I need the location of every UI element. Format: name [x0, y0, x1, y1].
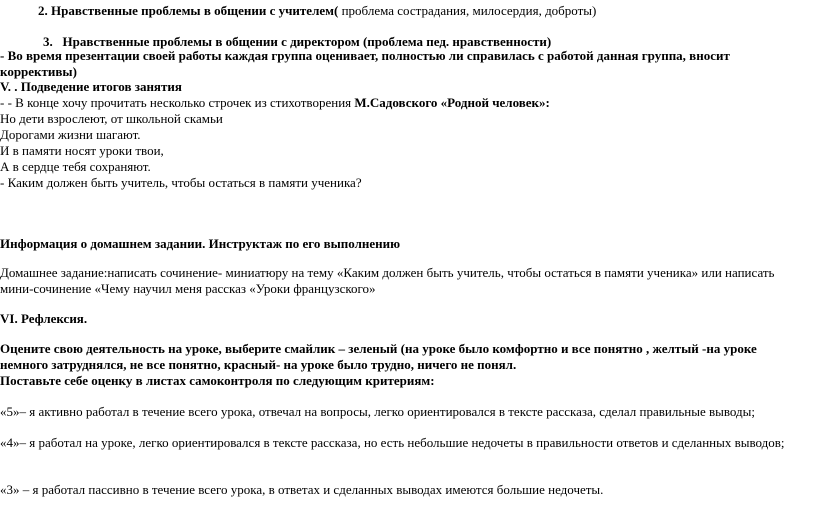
item-2-number: 2. [38, 3, 48, 18]
criterion-4: «4»– я работал на уроке, легко ориентировался в тексте рассказа, но есть небольшие недочеты в правильности ответов и сделанных выводов; [0, 435, 785, 450]
section-6-title: VI. Рефлексия. [0, 311, 88, 326]
self-grade-text: Поставьте себе оценку в листах самоконтроля по следующим критериям: [0, 373, 435, 388]
poem-line: А в сердце тебя сохраняют. [0, 159, 151, 174]
item-2-bold-text: Нравственные проблемы в общении с учителем( [51, 3, 339, 18]
reflection-text: Оцените свою деятельность на уроке, выберите смайлик – зеленый (на уроке было комфортно и все понятно , желтый -на уроке немного затруднялся, не все понятно, красный- на уроке было трудно, ничего не понял. [0, 341, 757, 372]
criterion-5: «5»– я активно работал в течение всего урока, отвечал на вопросы, легко ориентировался в тексте рассказа, сделал правильные выводы; [0, 404, 755, 419]
poem-line: Дорогами жизни шагают. [0, 127, 141, 142]
item-2-normal-text: проблема сострадания, милосердия, доброты) [338, 3, 597, 18]
poem-author: М.Садовского «Родной человек»: [354, 95, 550, 110]
homework-title: Информация о домашнем задании. Инструктаж по его выполнению [0, 236, 401, 251]
presentation-note: - Во время презентации своей работы каждая группа оценивает, полностью ли справилась с работой данная группа, вносит коррективы) [0, 48, 730, 79]
poem-intro-prefix: - - В конце хочу прочитать несколько строчек из стихотворения [0, 95, 355, 110]
poem-intro [0, 95, 550, 111]
item-3-bold-text: Нравственные проблемы в общении с директором (проблема пед. нравственности) [62, 34, 552, 49]
criterion-3: «3» – я работал пассивно в течение всего урока, в ответах и сделанных выводах имеются большие недочеты. [0, 482, 604, 497]
item-3-number: 3. [43, 34, 53, 49]
poem-line: Но дети взрослеют, от школьной скамьи [0, 111, 223, 126]
problem-item-2 [38, 3, 596, 19]
section-5-title: V. . Подведение итогов занятия [0, 79, 182, 94]
poem-line: И в памяти носят уроки твои, [0, 143, 164, 158]
question-line: - Каким должен быть учитель, чтобы остаться в памяти ученика? [0, 175, 362, 190]
homework-text: Домашнее задание:написать сочинение- миниатюру на тему «Каким должен быть учитель, чтобы остаться в памяти ученика» или написать мини-сочинение «Чему научил меня рассказ «Уроки французского» [0, 265, 775, 296]
